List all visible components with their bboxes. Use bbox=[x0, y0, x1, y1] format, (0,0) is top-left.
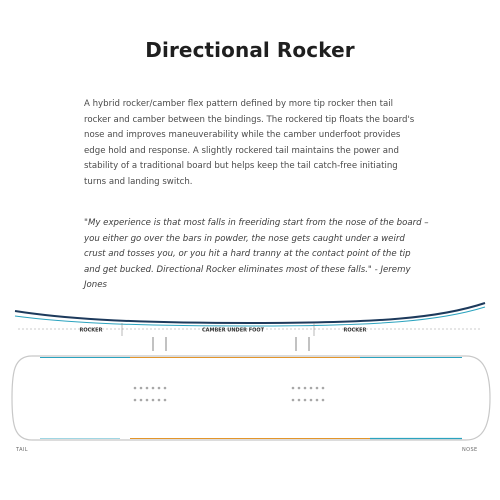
label-rocker-left: ROCKER bbox=[79, 327, 103, 334]
directional-rocker-diagram bbox=[0, 290, 500, 460]
quote-text: "My experience is that most falls in freeriding start from the nose of the board – you either go over the bars in powder, the nose gets caught under a weird crust and tosses you, or you hit a hard tranny at the contact point of the tip and get bucked. Directional Rocker eliminates most of these falls." bbox=[84, 218, 429, 275]
quote-block bbox=[84, 216, 429, 294]
quote-author: - Jeremy Jones bbox=[84, 264, 411, 291]
label-camber: CAMBER UNDER FOOT bbox=[201, 327, 265, 334]
label-rocker-right: ROCKER bbox=[343, 327, 367, 334]
nose-label: NOSE bbox=[462, 447, 478, 453]
description-paragraph: A hybrid rocker/camber flex pattern defined by more tip rocker then tail rocker and camber between the bindings. The rockered tip floats the board's nose and improves maneuverability while the camber underfoot provides edge hold and response. A slightly rockered tail maintains the power and stability of a traditional board but helps keep the tail catch-free initiating turns and landing switch. bbox=[84, 99, 415, 187]
board-outline bbox=[12, 356, 490, 440]
tail-label: TAIL bbox=[16, 447, 28, 453]
page-title: Directional Rocker bbox=[145, 38, 355, 62]
